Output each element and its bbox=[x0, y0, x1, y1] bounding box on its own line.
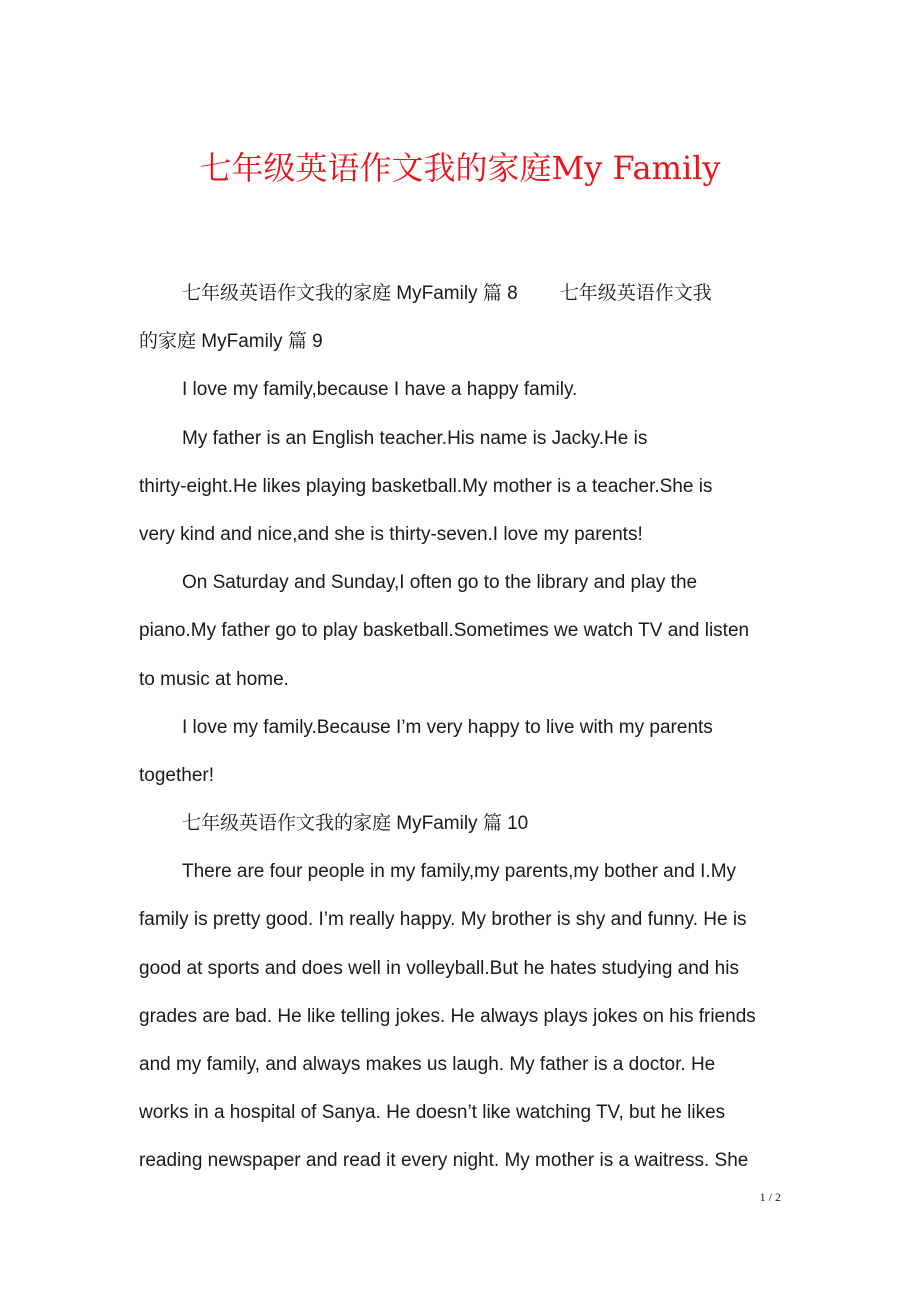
text-line: together! bbox=[139, 764, 214, 786]
document-body bbox=[139, 270, 784, 1186]
page-number: 1 / 2 bbox=[759, 1190, 781, 1204]
text-line: piano.My father go to play basketball.Sometimes we watch TV and listen bbox=[139, 620, 750, 642]
text-line: family is pretty good. I’m really happy. My brother is shy and funny. He is bbox=[139, 909, 747, 931]
text-line: and my family, and always makes us laugh. My father is a doctor. He bbox=[139, 1054, 716, 1075]
text-line: good at sports and does well in volleyball.But he hates studying and his bbox=[139, 957, 739, 979]
text-line: I love my family.Because I’m very happy to live with my parents bbox=[182, 716, 713, 738]
text-line: works in a hospital of Sanya. He doesn’t like watching TV, but he likes bbox=[139, 1102, 726, 1124]
text-line: I love my family,because I have a happy family. bbox=[182, 379, 578, 401]
heading-line-8-9 bbox=[139, 270, 784, 318]
text-line: thirty-eight.He likes playing basketball.My mother is a teacher.She is bbox=[139, 475, 713, 497]
heading-part-1: 七年级英语作文我的家庭 MyFamily 篇 8 bbox=[182, 283, 518, 304]
text-line: On Saturday and Sunday,I often go to the library and play the bbox=[182, 572, 698, 594]
heading-part-2: 七年级英语作文我 bbox=[559, 283, 712, 304]
text-line: reading newspaper and read it every night. My mother is a waitress. She bbox=[139, 1150, 749, 1172]
text-line: to music at home. bbox=[139, 668, 289, 690]
text-line: very kind and nice,and she is thirty-seven.I love my parents! bbox=[139, 523, 643, 545]
section-heading: 七年级英语作文我的家庭 MyFamily 篇 10 bbox=[182, 813, 529, 835]
text-line: grades are bad. He like telling jokes. He always plays jokes on his friends bbox=[139, 1005, 756, 1027]
text-line: My father is an English teacher.His name is Jacky.He is bbox=[182, 427, 648, 449]
text-line: There are four people in my family,my parents,my bother and I.My bbox=[182, 861, 737, 883]
text-line: 的家庭 MyFamily 篇 9 bbox=[139, 331, 323, 353]
document-title: 七年级英语作文我的家庭My Family bbox=[199, 149, 721, 187]
